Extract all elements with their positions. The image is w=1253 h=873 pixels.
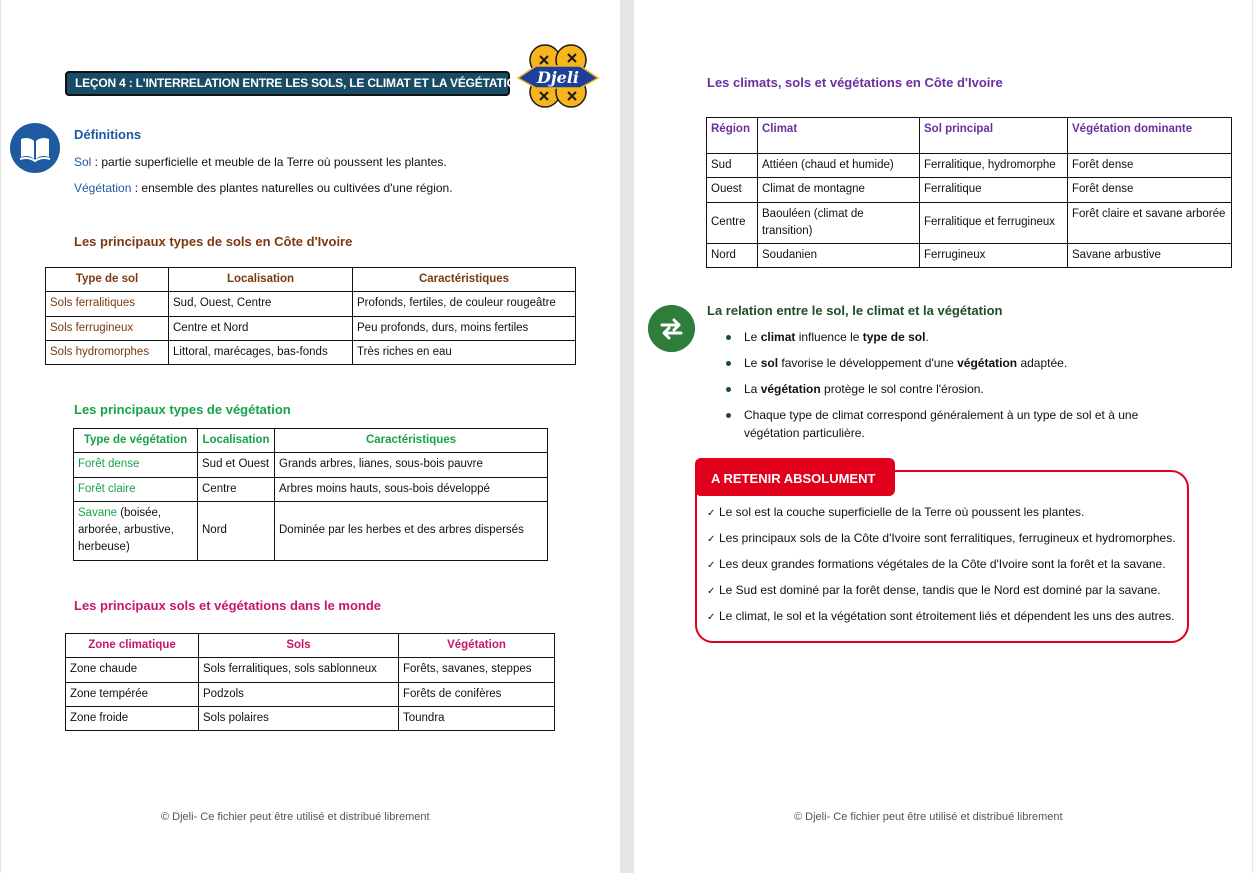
table-cell: Sols hydromorphes <box>46 340 169 364</box>
table-cell: Forêt dense <box>1068 178 1232 202</box>
table-cell <box>74 477 198 501</box>
vegetation-type-detail: (boisée, arborée, arbustive, herbeuse) <box>78 506 174 554</box>
list-item: Le sol favorise le développement d'une végétation adaptée. <box>726 354 1146 372</box>
soils-table <box>45 267 576 365</box>
check-icon: ✓ <box>707 534 716 545</box>
table-cell: Sols polaires <box>199 706 399 730</box>
table-cell: Centre <box>707 202 758 244</box>
list-item: Chaque type de climat correspond généralement à un type de sol et à une végétation particulière. <box>726 406 1146 442</box>
retenir-item: ✓ Le sol est la couche superficielle de la Terre où poussent les plantes. <box>707 505 1085 519</box>
table-cell: Forêts, savanes, steppes <box>399 658 555 682</box>
relation-list <box>726 328 1146 450</box>
table-header: Zone climatique <box>66 634 199 658</box>
table-row <box>707 244 1232 268</box>
vegetation-heading: Les principaux types de végétation <box>74 402 291 417</box>
table-header: Type de sol <box>46 268 169 292</box>
table-cell: Zone chaude <box>66 658 199 682</box>
logo-text: Djeli <box>537 68 579 87</box>
table-row <box>707 178 1232 202</box>
table-cell: Ouest <box>707 178 758 202</box>
table-cell: Nord <box>198 501 275 560</box>
vegetation-type: Savane <box>78 506 118 519</box>
vegetation-type: Forêt claire <box>78 482 136 495</box>
table-header: Localisation <box>169 268 353 292</box>
world-heading: Les principaux sols et végétations dans le monde <box>74 598 382 613</box>
table-row <box>46 340 576 364</box>
table-cell: Très riches en eau <box>353 340 576 364</box>
djeli-logo-icon <box>516 40 600 112</box>
table-cell: Sols ferrugineux <box>46 316 169 340</box>
definition-vegetation <box>74 181 453 195</box>
table-row <box>46 316 576 340</box>
table-cell: Arbres moins hauts, sous-bois développé <box>275 477 548 501</box>
check-icon: ✓ <box>707 612 716 623</box>
check-icon: ✓ <box>707 508 716 519</box>
table-cell: Sud, Ouest, Centre <box>169 292 353 316</box>
climates-table <box>706 117 1232 268</box>
table-header: Végétation <box>399 634 555 658</box>
list-item: La végétation protège le sol contre l'érosion. <box>726 380 1146 398</box>
table-header: Localisation <box>198 429 275 453</box>
page-footer: © Djeli- Ce fichier peut être utilisé et distribué librement <box>161 811 430 823</box>
climates-heading: Les climats, sols et végétations en Côte d'Ivoire <box>707 75 1003 90</box>
table-cell: Littoral, marécages, bas-fonds <box>169 340 353 364</box>
retenir-title: A RETENIR ABSOLUMENT <box>695 458 895 496</box>
retenir-item: ✓ Les deux grandes formations végétales de la Côte d'Ivoire sont la forêt et la savane. <box>707 557 1166 571</box>
table-row <box>66 706 555 730</box>
table-header-row <box>66 634 555 658</box>
world-table <box>65 633 555 731</box>
table-cell: Sols ferralitiques, sols sablonneux <box>199 658 399 682</box>
table-cell: Ferrugineux <box>920 244 1068 268</box>
table-header: Sols <box>199 634 399 658</box>
table-cell: Profonds, fertiles, de couleur rougeâtre <box>353 292 576 316</box>
table-cell: Zone tempérée <box>66 682 199 706</box>
vegetation-table <box>73 428 548 561</box>
table-cell: Sud <box>707 154 758 178</box>
table-header: Type de végétation <box>74 429 198 453</box>
list-item: Le climat influence le type de sol. <box>726 328 1146 346</box>
table-cell: Climat de montagne <box>758 178 920 202</box>
table-cell: Soudanien <box>758 244 920 268</box>
table-row <box>66 682 555 706</box>
table-cell: Forêt claire et savane arborée <box>1068 202 1232 244</box>
lesson-title: LEÇON 4 : L'INTERRELATION ENTRE LES SOLS, LE CLIMAT ET LA VÉGÉTATION <box>65 71 510 96</box>
table-header-row <box>707 118 1232 154</box>
term-vegetation: Végétation <box>74 181 132 195</box>
table-header: Caractéristiques <box>275 429 548 453</box>
retenir-item: ✓ Les principaux sols de la Côte d'Ivoire sont ferralitiques, ferrugineux et hydromorphes. <box>707 531 1176 545</box>
page-2 <box>634 0 1252 873</box>
term-sol: Sol <box>74 155 92 169</box>
table-header: Climat <box>758 118 920 154</box>
retenir-item: ✓ Le climat, le sol et la végétation sont étroitement liés et dépendent les uns des autres. <box>707 609 1175 623</box>
table-cell: Sols ferralitiques <box>46 292 169 316</box>
check-icon: ✓ <box>707 586 716 597</box>
table-cell: Forêts de conifères <box>399 682 555 706</box>
definitions-heading: Définitions <box>74 127 142 142</box>
definition-sol <box>74 155 447 169</box>
table-cell: Forêt dense <box>1068 154 1232 178</box>
sol-definition-text: : partie superficielle et meuble de la Terre où poussent les plantes. <box>91 155 447 169</box>
table-row <box>74 501 548 560</box>
table-header: Région <box>707 118 758 154</box>
table-cell: Savane arbustive <box>1068 244 1232 268</box>
table-row <box>74 477 548 501</box>
swap-arrows-icon <box>648 305 695 352</box>
open-book-icon <box>10 123 60 173</box>
table-cell: Dominée par les herbes et des arbres dispersés <box>275 501 548 560</box>
check-icon: ✓ <box>707 560 716 571</box>
table-cell: Nord <box>707 244 758 268</box>
vegetation-definition-text: : ensemble des plantes naturelles ou cultivées d'une région. <box>131 181 453 195</box>
page-footer: © Djeli- Ce fichier peut être utilisé et distribué librement <box>794 811 1063 823</box>
table-cell <box>74 453 198 477</box>
page-1 <box>1 0 620 873</box>
table-header: Végétation dominante <box>1068 118 1232 154</box>
table-row <box>707 202 1232 244</box>
table-header-row <box>74 429 548 453</box>
table-header: Sol principal <box>920 118 1068 154</box>
table-cell: Ferralitique, hydromorphe <box>920 154 1068 178</box>
table-row <box>74 453 548 477</box>
retenir-item: ✓ Le Sud est dominé par la forêt dense, tandis que le Nord est dominé par la savane. <box>707 583 1161 597</box>
soils-heading: Les principaux types de sols en Côte d'Ivoire <box>74 234 353 249</box>
table-cell: Ferralitique <box>920 178 1068 202</box>
table-row <box>707 154 1232 178</box>
table-cell: Attiéen (chaud et humide) <box>758 154 920 178</box>
relation-heading: La relation entre le sol, le climat et la végétation <box>707 303 1003 318</box>
table-row <box>66 658 555 682</box>
table-cell: Centre <box>198 477 275 501</box>
table-header-row <box>46 268 576 292</box>
table-cell: Sud et Ouest <box>198 453 275 477</box>
table-cell: Peu profonds, durs, moins fertiles <box>353 316 576 340</box>
table-cell: Baouléen (climat de transition) <box>758 202 920 244</box>
table-cell: Zone froide <box>66 706 199 730</box>
table-cell: Ferralitique et ferrugineux <box>920 202 1068 244</box>
vegetation-type: Forêt dense <box>78 458 140 471</box>
table-cell: Centre et Nord <box>169 316 353 340</box>
table-cell: Toundra <box>399 706 555 730</box>
table-cell <box>74 501 198 560</box>
table-row <box>46 292 576 316</box>
table-header: Caractéristiques <box>353 268 576 292</box>
table-cell: Podzols <box>199 682 399 706</box>
table-cell: Grands arbres, lianes, sous-bois pauvre <box>275 453 548 477</box>
